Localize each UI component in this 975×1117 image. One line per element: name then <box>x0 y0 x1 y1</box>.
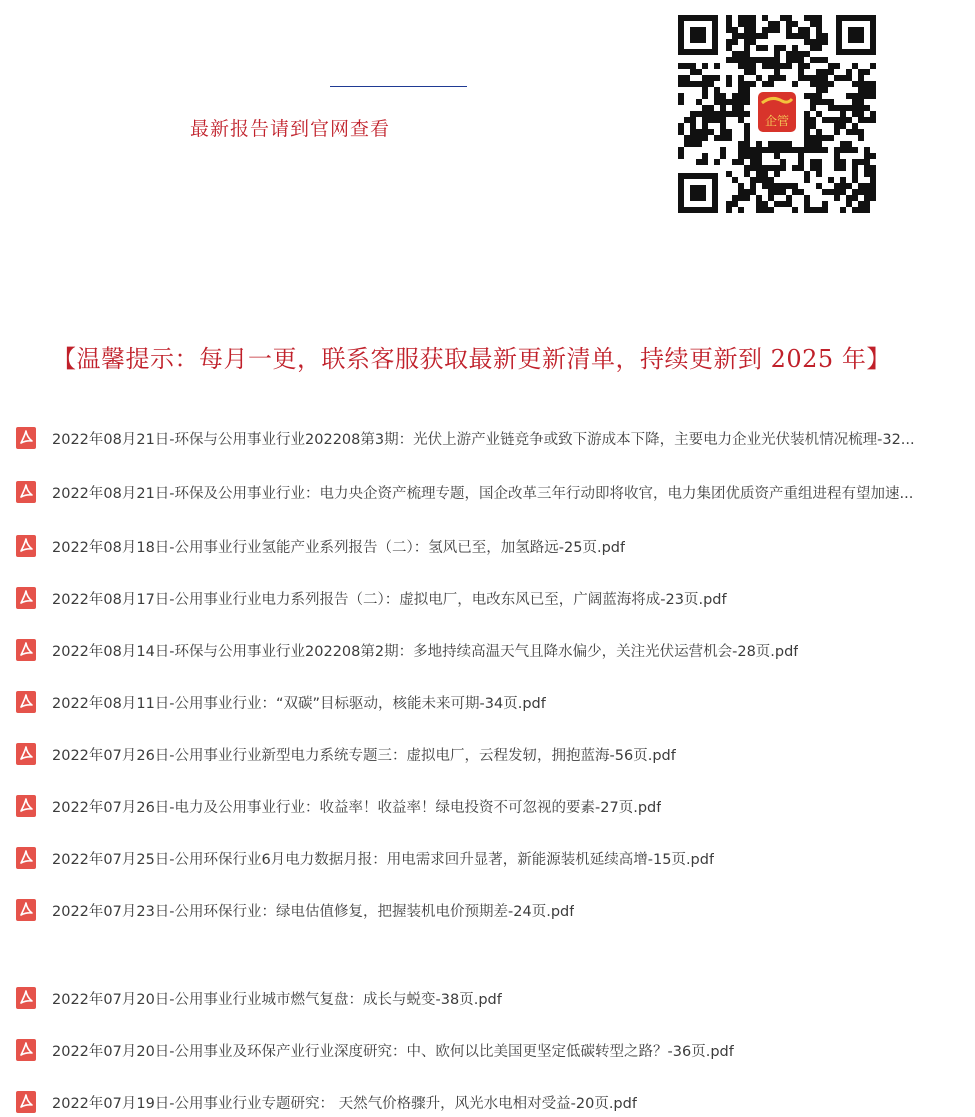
notice-banner: 【温馨提示：每月一更，联系客服获取最新更新清单，持续更新到 2025 年】 <box>52 345 891 373</box>
pdf-icon <box>14 986 38 1010</box>
pdf-icon <box>14 898 38 922</box>
official-site-note: 最新报告请到官网查看 <box>190 118 391 140</box>
file-list-item[interactable] <box>14 583 975 613</box>
pdf-icon <box>14 534 38 558</box>
qr-logo-icon <box>755 89 799 135</box>
qr-logo-text: 企管 <box>764 114 790 128</box>
file-list-item[interactable] <box>14 791 975 821</box>
pdf-icon <box>14 1038 38 1062</box>
file-list-item[interactable] <box>14 635 975 665</box>
file-name: 2022年07月26日-公用事业行业新型电力系统专题三：虚拟电厂，云程发轫，拥抱蓝海-56页.pdf <box>52 747 676 764</box>
pdf-icon <box>14 794 38 818</box>
file-list-item[interactable] <box>14 1087 975 1117</box>
pdf-icon <box>14 690 38 714</box>
file-name: 2022年07月25日-公用环保行业6月电力数据月报：用电需求回升显著，新能源装机延续高增-15页.pdf <box>52 851 715 868</box>
file-list-item[interactable] <box>14 477 975 507</box>
file-name: 2022年08月21日-环保与公用事业行业202208第3期：光伏上游产业链竞争或致下游成本下降，主要电力企业光伏装机情况梳理-32... <box>52 431 915 448</box>
file-name: 2022年08月11日-公用事业行业：“双碳”目标驱动，核能未来可期-34页.pdf <box>52 695 546 712</box>
file-list-item[interactable] <box>14 843 975 873</box>
header-divider <box>330 86 467 87</box>
file-name: 2022年08月18日-公用事业行业氢能产业系列报告（二）：氢风已至，加氢路远-25页.pdf <box>52 539 626 556</box>
file-name: 2022年07月23日-公用环保行业：绿电估值修复，把握装机电价预期差-24页.pdf <box>52 903 575 920</box>
file-name: 2022年07月19日-公用事业行业专题研究： 天然气价格骤升，风光水电相对受益-20页.pdf <box>52 1095 637 1112</box>
file-list-item[interactable] <box>14 983 975 1013</box>
file-name: 2022年07月20日-公用事业及环保产业行业深度研究：中、欧何以比美国更坚定低碳转型之路？-36页.pdf <box>52 1043 734 1060</box>
qr-code <box>678 15 876 213</box>
file-list-item[interactable] <box>14 531 975 561</box>
file-name: 2022年07月26日-电力及公用事业行业：收益率！收益率！绿电投资不可忽视的要素-27页.pdf <box>52 799 662 816</box>
file-list-item[interactable] <box>14 895 975 925</box>
file-list-item[interactable] <box>14 1035 975 1065</box>
pdf-icon <box>14 846 38 870</box>
pdf-icon <box>14 1090 38 1114</box>
pdf-icon <box>14 586 38 610</box>
file-list-item[interactable] <box>14 423 975 453</box>
file-name: 2022年08月21日-环保及公用事业行业：电力央企资产梳理专题，国企改革三年行动即将收官，电力集团优质资产重组进程有望加速... <box>52 485 914 502</box>
file-list-item[interactable] <box>14 687 975 717</box>
pdf-icon <box>14 480 38 504</box>
pdf-icon <box>14 426 38 450</box>
file-name: 2022年08月14日-环保与公用事业行业202208第2期：多地持续高温天气且降水偏少，关注光伏运营机会-28页.pdf <box>52 643 799 660</box>
pdf-icon <box>14 638 38 662</box>
pdf-icon <box>14 742 38 766</box>
file-name: 2022年07月20日-公用事业行业城市燃气复盘：成长与蜕变-38页.pdf <box>52 991 502 1008</box>
file-list-item[interactable] <box>14 739 975 769</box>
file-name: 2022年08月17日-公用事业行业电力系列报告（二）：虚拟电厂，电改东风已至，广阔蓝海将成-23页.pdf <box>52 591 727 608</box>
